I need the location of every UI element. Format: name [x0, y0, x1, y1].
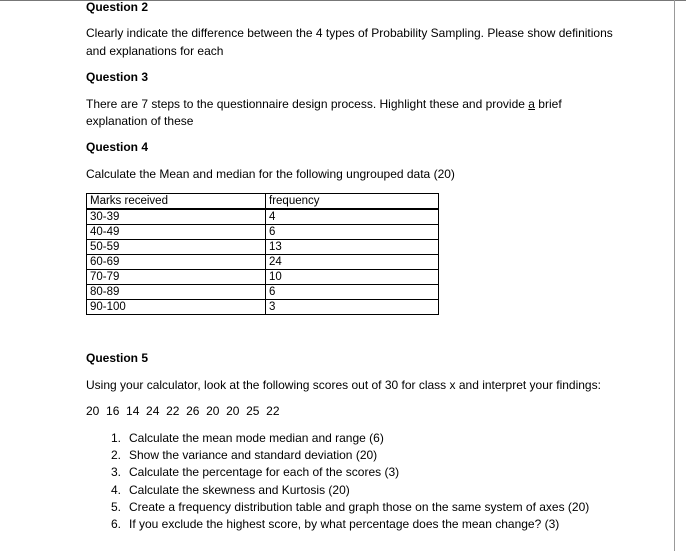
q4-heading: Question 4 — [86, 140, 149, 154]
row-frequency: 6 — [266, 225, 439, 240]
row-marks: 70-79 — [87, 270, 266, 285]
task-number: 2. — [110, 448, 121, 462]
table-row — [87, 270, 439, 285]
table-row — [87, 209, 439, 225]
q3-line-2: explanation of these — [86, 114, 194, 128]
task-number: 1. — [110, 431, 121, 445]
task-text: Calculate the skewness and Kurtosis (20) — [129, 483, 350, 497]
task-number: 4. — [110, 483, 121, 497]
header-frequency: frequency — [266, 194, 439, 210]
task-text: Show the variance and standard deviation (20) — [129, 448, 378, 462]
table-row — [87, 225, 439, 240]
row-frequency: 3 — [266, 300, 439, 315]
task-text: Calculate the mean mode median and range (6) — [129, 431, 384, 445]
row-marks: 80-89 — [87, 285, 266, 300]
table-row — [87, 240, 439, 255]
row-frequency: 4 — [266, 209, 439, 225]
table-row — [87, 285, 439, 300]
q3-line-1-start: There are 7 steps to the questionnaire design process. Highlight these and provide — [86, 97, 529, 111]
row-marks: 30-39 — [87, 209, 266, 225]
page-right-edge — [674, 0, 675, 551]
task-text: If you exclude the highest score, by what percentage does the mean change? (3) — [129, 517, 560, 531]
q2-line-2: and explanations for each — [86, 44, 224, 58]
q5-scores: 20 16 14 24 22 26 20 20 25 22 — [86, 404, 280, 418]
q5-heading: Question 5 — [86, 351, 149, 365]
table-row — [87, 300, 439, 315]
q3-line-1-end: brief — [534, 97, 562, 111]
q3-underlined-a: a — [528, 97, 535, 111]
q5-prompt: Using your calculator, look at the following scores out of 30 for class x and interpret your findings: — [86, 378, 601, 392]
q2-heading: Question 2 — [86, 0, 149, 14]
task-text: Create a frequency distribution table and graph those on the same system of axes (20) — [129, 500, 590, 514]
row-frequency: 6 — [266, 285, 439, 300]
row-marks: 40-49 — [87, 225, 266, 240]
task-text: Calculate the percentage for each of the scores (3) — [129, 465, 400, 479]
frequency-table — [86, 193, 439, 315]
task-number: 3. — [110, 465, 121, 479]
row-marks: 50-59 — [87, 240, 266, 255]
row-frequency: 13 — [266, 240, 439, 255]
q3-line-1 — [86, 96, 562, 113]
table-header-row — [87, 194, 439, 210]
row-marks: 90-100 — [87, 300, 266, 315]
task-number: 5. — [110, 500, 121, 514]
q2-line-1: Clearly indicate the difference between the 4 types of Probability Sampling. Please show definitions — [86, 26, 613, 40]
row-frequency: 10 — [266, 270, 439, 285]
table-row — [87, 255, 439, 270]
task-number: 6. — [110, 517, 121, 531]
q3-heading: Question 3 — [86, 70, 149, 84]
row-marks: 60-69 — [87, 255, 266, 270]
row-frequency: 24 — [266, 255, 439, 270]
header-marks-received: Marks received — [87, 194, 266, 210]
q4-prompt: Calculate the Mean and median for the following ungrouped data (20) — [86, 167, 455, 181]
